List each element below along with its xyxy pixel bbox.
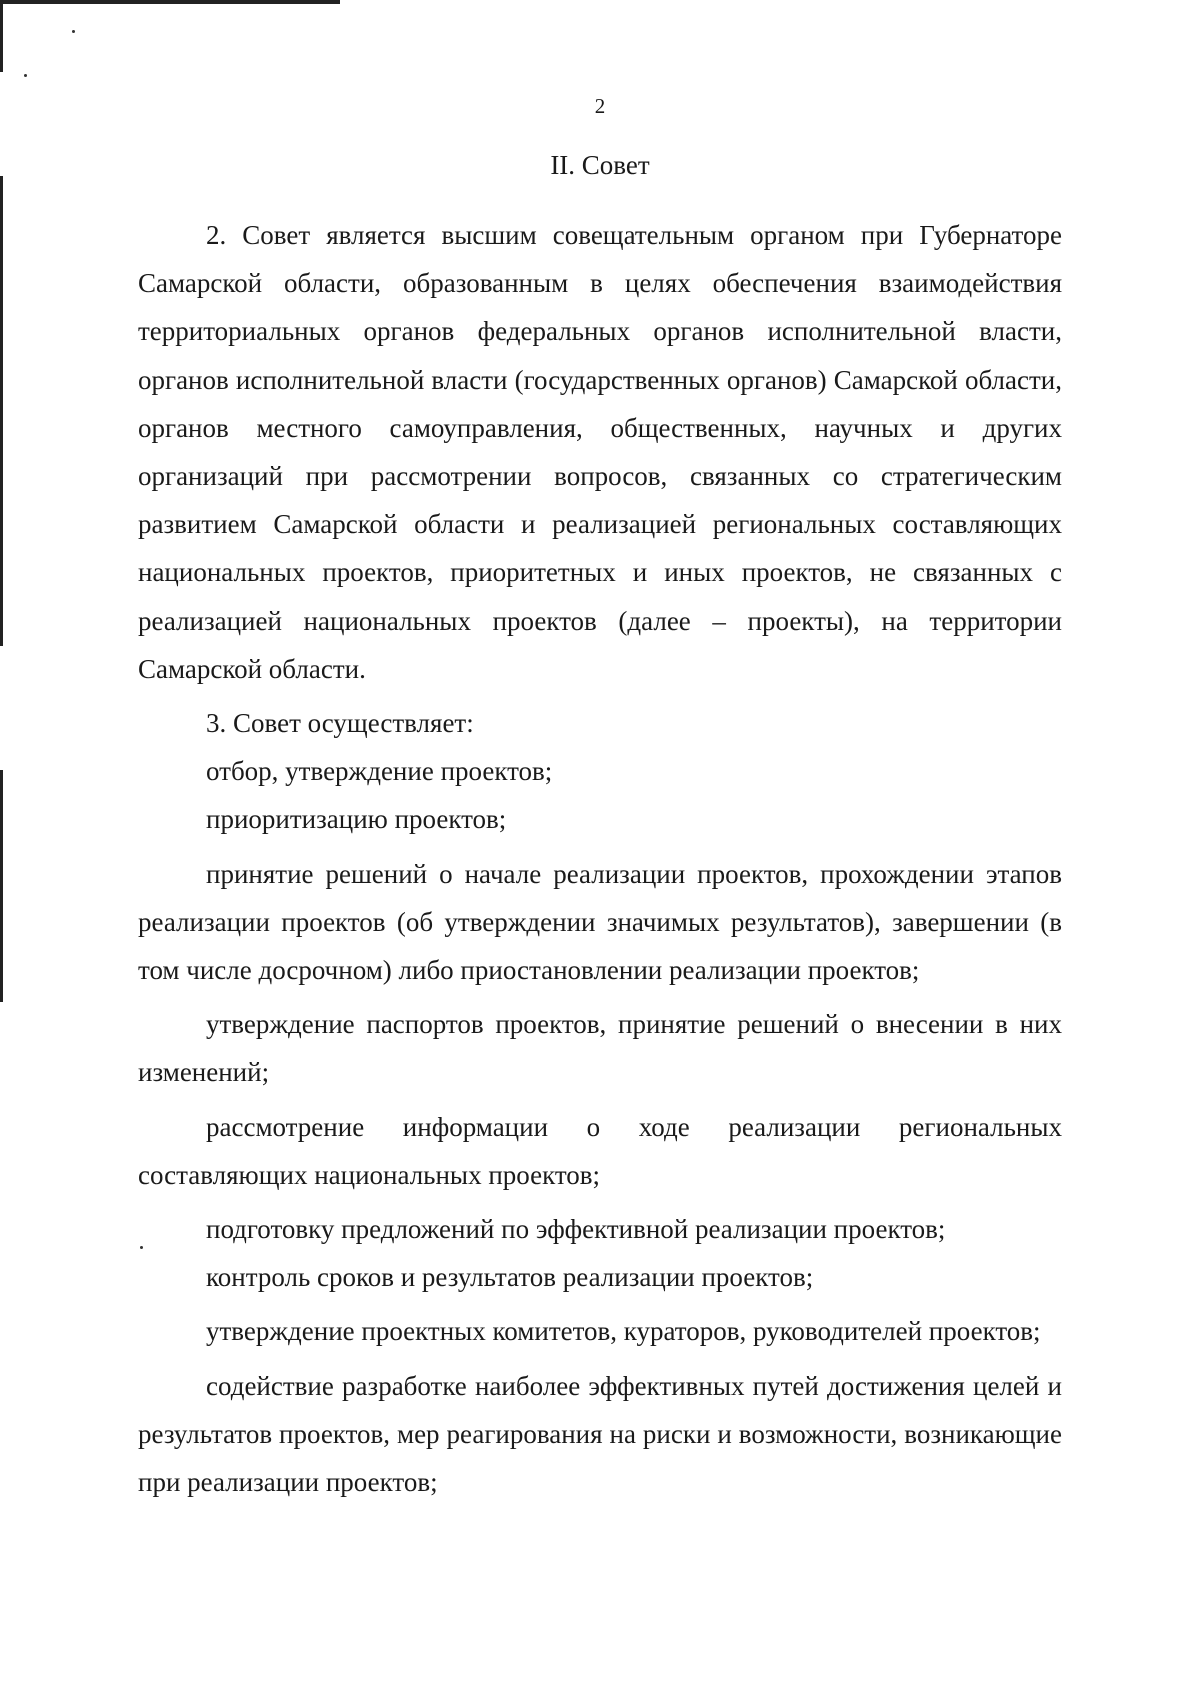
list-item: принятие решений о начале реализации проектов, прохождении этапов реализации проектов (об утверждении значимых результатов), завершении (в том числе досрочном) либо приостановлении реализации проектов; [138, 858, 1062, 986]
scan-edge-artifact [0, 176, 3, 646]
scan-edge-artifact [0, 0, 340, 4]
paragraph: 2. Совет является высшим совещательным органом при Губернаторе Самарской области, образованным в целях обеспечения взаимодействия территориальных органов федеральных органов исполнительной власти, органов исполнительной власти (государственных органов) Самарской области, органов местного самоуправления, общественных, научных и других организаций при рассмотрении вопросов, связанных со стратегическим развитием Самарской области и реализацией региональных составляющих национальных проектов, приоритетных и иных проектов, не связанных с реализацией национальных проектов (далее – проекты), на территории Самарской области. [138, 220, 1062, 684]
list-item: приоритизацию проектов; [206, 804, 507, 835]
list-item: утверждение проектных комитетов, кураторов, руководителей проектов; [206, 1316, 1041, 1347]
scan-speck [24, 74, 27, 77]
document-body [138, 211, 1062, 1506]
scan-speck [72, 30, 75, 33]
list-item: контроль сроков и результатов реализации проектов; [206, 1262, 814, 1293]
list-item: содействие разработке наиболее эффективных путей достижения целей и результатов проектов, мер реагирования на риски и возможности, возникающие при реализации проектов; [138, 1370, 1062, 1498]
list-item: утверждение паспортов проектов, принятие решений о внесении в них изменений; [138, 1009, 1062, 1088]
paragraph: 3. Совет осуществляет: [206, 708, 474, 739]
scan-edge-artifact [0, 0, 3, 72]
scan-edge-artifact [0, 770, 3, 1002]
page-number: 2 [594, 94, 606, 118]
list-item: отбор, утверждение проектов; [206, 756, 553, 787]
list-item: рассмотрение информации о ходе реализации региональных составляющих национальных проектов; [138, 1111, 1062, 1190]
list-item: подготовку предложений по эффективной реализации проектов; [206, 1214, 946, 1245]
section-title: II. Совет [550, 150, 650, 180]
